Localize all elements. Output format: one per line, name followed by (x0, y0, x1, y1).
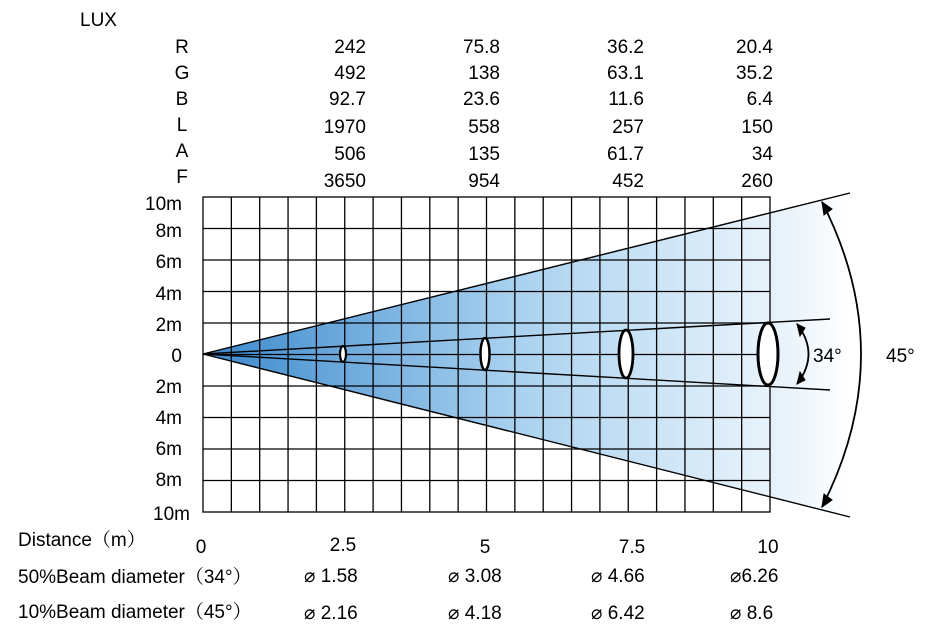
beam50-label: 50%Beam diameter（34°） (18, 567, 252, 588)
lux-value: 558 (468, 117, 500, 138)
lux-table (175, 37, 774, 192)
lux-label: LUX (80, 10, 117, 31)
distance-label: Distance（m） (18, 530, 146, 551)
lux-value: 150 (741, 117, 773, 138)
lux-value: 138 (468, 63, 500, 84)
row-label: A (175, 141, 189, 162)
lux-value: 1970 (323, 117, 366, 138)
row-label: R (175, 37, 189, 58)
y-axis-label: 8m (155, 221, 182, 242)
y-axis-label: 6m (155, 439, 182, 460)
y-axis-label: 8m (155, 470, 182, 491)
lux-row-g (175, 63, 773, 84)
distance-value: 10 (757, 537, 779, 558)
lux-row-b (176, 89, 774, 110)
beam-ellipse-10m (758, 323, 778, 385)
lux-row-f (176, 167, 773, 192)
lux-value: 92.7 (329, 89, 366, 110)
row-label: B (175, 89, 189, 110)
beam10-label: 10%Beam diameter（45°） (18, 602, 252, 623)
inner-angle-label: 34° (813, 346, 842, 367)
lux-value: 34 (751, 144, 773, 165)
lux-value: 242 (334, 37, 366, 58)
y-axis-label: 2m (155, 377, 182, 398)
beam50-value: ⌀ 4.66 (591, 566, 645, 587)
distance-value: 5 (479, 537, 491, 558)
y-axis-labels (145, 194, 190, 525)
lux-value: 506 (334, 144, 366, 165)
lux-value: 20.4 (736, 37, 773, 58)
y-axis-label: 10m (153, 504, 190, 525)
beam10-value: ⌀ 8.6 (730, 603, 774, 624)
lux-value: 954 (468, 171, 500, 192)
lux-value: 6.4 (746, 89, 773, 110)
lux-value: 492 (334, 63, 366, 84)
lux-value: 75.8 (463, 37, 500, 58)
beam10-value: ⌀ 4.18 (448, 603, 502, 624)
outer-angle-label: 45° (886, 346, 915, 367)
row-label: G (174, 63, 190, 84)
y-axis-label: 6m (155, 252, 182, 273)
distance-value: 2.5 (329, 535, 357, 556)
beam50-value: ⌀ 1.58 (304, 566, 358, 587)
y-axis-label: 4m (155, 284, 182, 305)
beam-ellipse-5m (481, 338, 490, 370)
y-axis-label: 10m (145, 194, 182, 215)
row-label: L (176, 115, 188, 136)
beam50-value: ⌀ 3.08 (448, 566, 502, 587)
lux-row-r (175, 37, 773, 58)
y-axis-label: 0 (171, 346, 182, 367)
lux-value: 35.2 (736, 63, 773, 84)
distance-value: 0 (195, 537, 207, 558)
lux-value: 260 (741, 171, 773, 192)
lux-value: 452 (612, 171, 644, 192)
lux-value: 63.1 (607, 63, 644, 84)
lux-value: 23.6 (463, 89, 500, 110)
distance-value: 7.5 (618, 537, 646, 558)
lux-value: 61.7 (607, 144, 644, 165)
lux-value: 257 (612, 117, 644, 138)
beam10-value: ⌀ 6.42 (591, 603, 645, 624)
lux-value: 36.2 (607, 37, 644, 58)
row-label: F (176, 167, 188, 188)
beam50-value: ⌀6.26 (730, 566, 779, 587)
beam-ellipse-2-5m (340, 346, 346, 362)
y-axis-label: 4m (155, 408, 182, 429)
lux-value: 135 (468, 144, 500, 165)
lux-row-a (176, 141, 774, 165)
y-axis-label: 2m (155, 315, 182, 336)
beam10-value: ⌀ 2.16 (304, 603, 358, 624)
lux-value: 11.6 (608, 89, 644, 110)
lux-row-l (177, 115, 773, 138)
beam-ellipse-7-5m (619, 330, 633, 378)
lux-value: 3650 (323, 171, 366, 192)
